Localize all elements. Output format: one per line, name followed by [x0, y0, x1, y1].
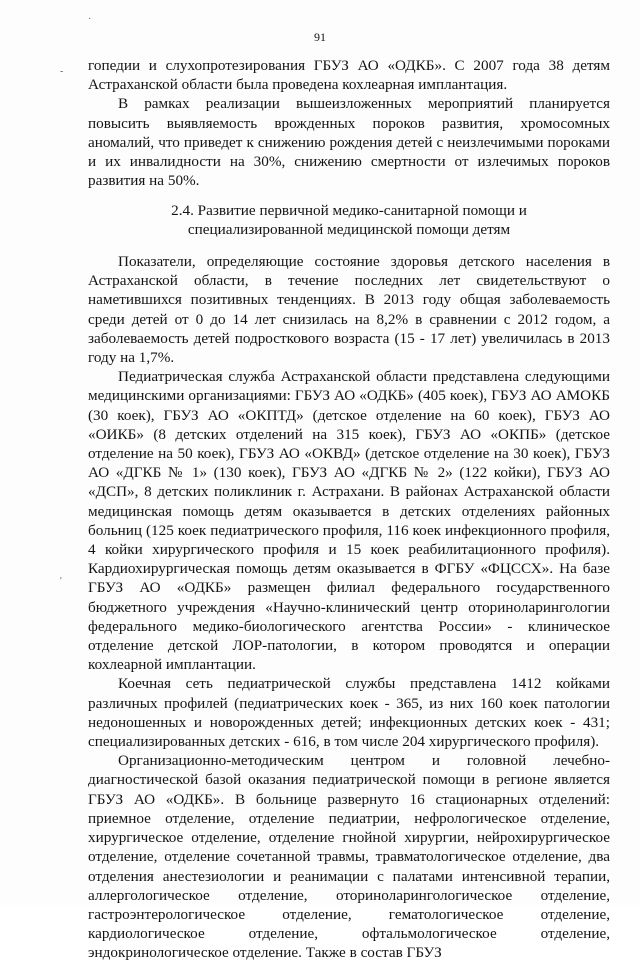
scan-speck: · — [88, 14, 92, 25]
section-heading-line-1: 2.4. Развитие первичной медико-санитарной помощи и — [171, 202, 527, 219]
section-heading-line-2: специализированной медицинской помощи детям — [187, 221, 511, 239]
paragraph-continuation: гопедии и слухопротезирования ГБУЗ АО «ОДКБ». С 2007 года 38 детям Астраханской области была проведена кохлеарная имплантация. — [88, 57, 610, 94]
paragraph-pediatric-service: Педиатрическая служба Астраханской области представлена следующими медицинскими организациями: ГБУЗ АО «ОДКБ» (405 коек), ГБУЗ АО АМОКБ (30 коек), ГБУЗ АО «ОКПТД» (детское отделение на 60 коек), ГБУЗ АО «ОИКБ» (8 детских отделений на 315 коек), ГБУЗ АО «ОКПБ» (детское отделение на 50 коек), ГБУЗ АО «ОКВД» (детское отделение на 30 коек), ГБУЗ АО «ДГКБ № 1» (130 коек), ГБУЗ АО «ДГКБ № 2» (122 койки), ГБУЗ АО «ДСП», 8 детских поликлиник г. Астрахани. В районах Астраханской области медицинская помощь детям оказывается в детских отделениях районных больниц (125 коек педиатрического профиля, 116 коек инфекционного профиля, 4 койки хирургического профиля и 15 коек реабилитационного профиля). Кардиохирургическая помощь детям оказывается в ФГБУ «ФЦССХ». На базе ГБУЗ АО «ОДКБ» размещен филиал федерального государственного бюджетного учреждения «Научно-клинический центр оториноларингологии федерального медико-биологического агентства России» - клиническое отделение детской ЛОР-патологии, в котором проводятся и операции кохлеарной имплантации. — [88, 368, 610, 674]
paragraph-planned-measures: В рамках реализации вышеизложенных мероприятий планируется повысить выявляемость врожденных пороков развития, хромосомных аномалий, что приведет к снижению рождения детей с неизлечимыми пороками и их инвалидности на 30%, снижению смертности от излечимых пороков развития на 50%. — [88, 95, 610, 190]
paragraph-bed-network: Коечная сеть педиатрической службы представлена 1412 койками различных профилей (педиатрических коек - 365, из них 160 коек патологии недоношенных и новорожденных детей; инфекционных детских коек - 431; специализированных детских - 616, в том числе 204 хирургического профиля). — [88, 675, 610, 751]
section-heading — [88, 201, 610, 239]
main-text-block — [88, 252, 610, 963]
scan-speck: - — [60, 66, 64, 77]
paragraph-health-indicators: Показатели, определяющие состояние здоровья детского населения в Астраханской области, в течение последних лет свидетельствуют о наметившихся позитивных тенденциях. В 2013 году общая заболеваемость среди детей от 0 до 14 лет снизилась на 8,2% в сравнении с 2012 годом, а заболеваемость детей подросткового возраста (15 - 17 лет) увеличилась в 2013 году на 1,7%. — [88, 253, 610, 367]
paragraph-methodical-center: Организационно-методическим центром и головной лечебно-диагностической базой оказания педиатрической помощи в регионе является ГБУЗ АО «ОДКБ». В больнице развернуто 16 стационарных отделений: приемное отделение, отделение педиатрии, нефрологическое отделение, хирургическое отделение, отделение гнойной хирургии, нейрохирургическое отделение, отделение сочетанной травмы, травматологическое отделение, два отделения анестезиологии и реанимации с палатами интенсивной терапии, аллергологическое отделение, оториноларингологическое отделение, гастроэнтерологическое отделение, гематологическое отделение, кардиологическое отделение, офтальмологическое отделение, эндокринологическое отделение. Также в состав ГБУЗ — [88, 752, 610, 962]
page-number: 91 — [314, 30, 326, 44]
top-text-block — [88, 56, 610, 190]
scan-speck: ' — [60, 576, 62, 587]
